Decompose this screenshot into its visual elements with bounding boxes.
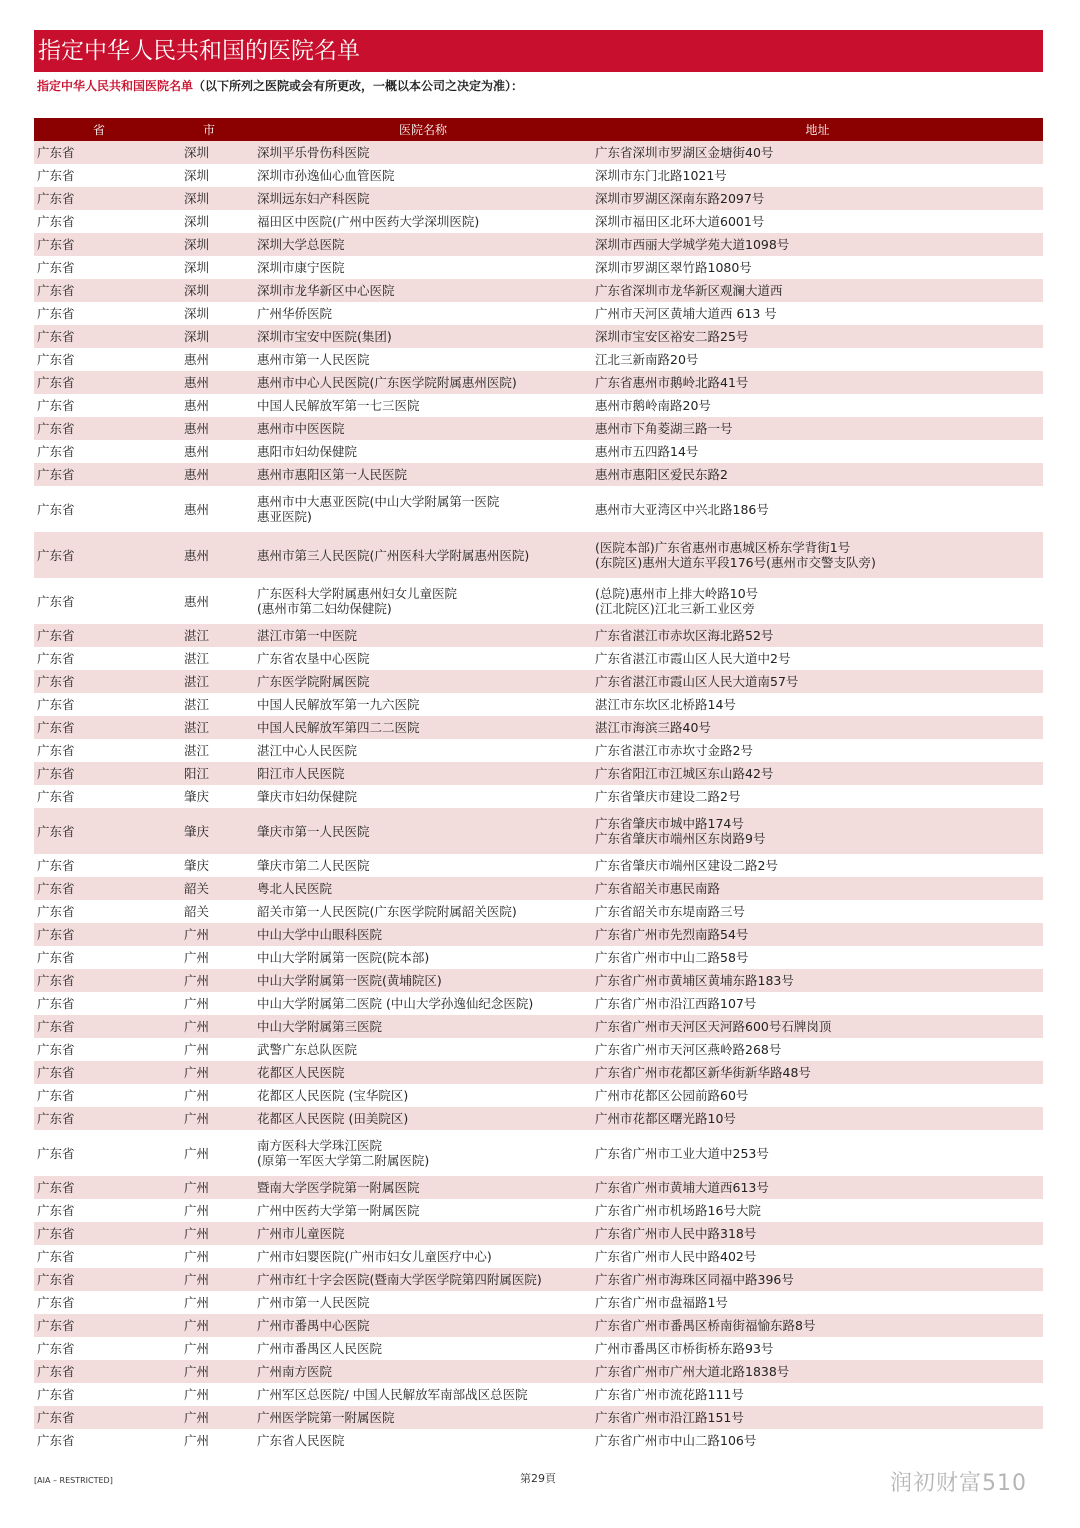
cell-address: 广东省湛江市赤坎寸金路2号 bbox=[595, 743, 753, 758]
table-row bbox=[34, 141, 1043, 164]
cell-province: 广东省 bbox=[34, 1107, 164, 1130]
cell-province: 广东省 bbox=[34, 716, 164, 739]
cell-address: 广东省广州市番禺区桥南街福愉东路8号 bbox=[592, 1314, 1043, 1337]
cell-hospital: 惠州市中心人民医院(广东医学院附属惠州医院) bbox=[254, 371, 592, 394]
cell-city: 广州 bbox=[184, 1088, 210, 1103]
table-row bbox=[34, 440, 1043, 463]
table-row bbox=[34, 1015, 1043, 1038]
table-row bbox=[34, 1038, 1043, 1061]
cell-address: 广州市番禺区市桥街桥东路93号 bbox=[595, 1341, 774, 1356]
table-row bbox=[34, 1222, 1043, 1245]
header-hospital: 医院名称 bbox=[254, 118, 592, 141]
cell-province: 广东省 bbox=[34, 1406, 164, 1429]
cell-city: 广州 bbox=[164, 1061, 254, 1084]
cell-city: 深圳 bbox=[164, 187, 254, 210]
cell-hospital: 惠州市第一人民医院 bbox=[257, 352, 370, 367]
cell-city: 广州 bbox=[164, 1360, 254, 1383]
cell-address: 广州市天河区黄埔大道西 613 号 bbox=[595, 306, 777, 321]
cell-hospital: 中国人民解放军第四二二医院 bbox=[254, 716, 592, 739]
cell-province: 广东省 bbox=[37, 444, 75, 459]
cell-city: 广州 bbox=[184, 1387, 210, 1402]
cell-hospital: 惠州市第三人民医院(广州医科大学附属惠州医院) bbox=[254, 532, 592, 578]
table-row bbox=[34, 348, 1043, 371]
cell-address: 广东省肇庆市建设二路2号 bbox=[595, 789, 741, 804]
cell-hospital: 中山大学附属第二医院 (中山大学孙逸仙纪念医院) bbox=[257, 996, 534, 1011]
cell-province: 广东省 bbox=[34, 325, 164, 348]
cell-province: 广东省 bbox=[37, 168, 75, 183]
cell-address: 广东省广州市黄埔大道西613号 bbox=[592, 1176, 1043, 1199]
table-row bbox=[34, 325, 1043, 348]
table-row bbox=[34, 670, 1043, 693]
cell-hospital: 花都区人民医院 (宝华院区) bbox=[257, 1088, 409, 1103]
cell-province: 广东省 bbox=[34, 233, 164, 256]
cell-city: 广州 bbox=[184, 1203, 210, 1218]
cell-province: 广东省 bbox=[37, 858, 75, 873]
cell-hospital: 中国人民解放军第一七三医院 bbox=[257, 398, 420, 413]
cell-hospital: 深圳远东妇产科医院 bbox=[254, 187, 592, 210]
cell-province: 广东省 bbox=[37, 789, 75, 804]
cell-hospital: 广东省农垦中心医院 bbox=[257, 651, 370, 666]
table-row bbox=[34, 1199, 1043, 1222]
cell-address: 广东省广州市先烈南路54号 bbox=[592, 923, 1043, 946]
cell-hospital: 湛江中心人民医院 bbox=[257, 743, 358, 758]
cell-address: 广东省广州市中山二路106号 bbox=[595, 1433, 757, 1448]
cell-address: 惠州市大亚湾区中兴北路186号 bbox=[595, 501, 769, 517]
cell-hospital: 广州市第一人民医院 bbox=[257, 1295, 370, 1310]
table-row bbox=[34, 1084, 1043, 1107]
table-row bbox=[34, 969, 1043, 992]
page-number: 第29頁 bbox=[520, 1472, 556, 1485]
cell-hospital: 广州南方医院 bbox=[254, 1360, 592, 1383]
cell-address: 广东省广州市中山二路58号 bbox=[595, 950, 749, 965]
cell-address: 广东省惠州市鹅岭北路41号 bbox=[592, 371, 1043, 394]
cell-address: 广东省湛江市霞山区人民大道南57号 bbox=[592, 670, 1043, 693]
table-row bbox=[34, 785, 1043, 808]
table-row bbox=[34, 946, 1043, 969]
cell-province: 广东省 bbox=[37, 214, 75, 229]
cell-address: 广东省韶关市惠民南路 bbox=[592, 877, 1043, 900]
table-header bbox=[34, 118, 1043, 141]
cell-address: 湛江市海滨三路40号 bbox=[592, 716, 1043, 739]
cell-city: 湛江 bbox=[184, 651, 210, 666]
cell-city: 广州 bbox=[164, 969, 254, 992]
cell-address: 广东省广州市人民中路402号 bbox=[595, 1249, 757, 1264]
cell-city: 广州 bbox=[164, 1015, 254, 1038]
table-row bbox=[34, 164, 1043, 187]
cell-hospital: 南方医科大学珠江医院 (原第一军医大学第二附属医院) bbox=[257, 1138, 430, 1168]
table-row bbox=[34, 1061, 1043, 1084]
cell-address: 广东省湛江市赤坎区海北路52号 bbox=[592, 624, 1043, 647]
table-row bbox=[34, 1268, 1043, 1291]
cell-address: 广东省阳江市江城区东山路42号 bbox=[592, 762, 1043, 785]
cell-province: 广东省 bbox=[37, 1203, 75, 1218]
cell-province: 广东省 bbox=[37, 651, 75, 666]
table-row bbox=[34, 762, 1043, 785]
table-row bbox=[34, 486, 1043, 532]
cell-hospital: 暨南大学医学院第一附属医院 bbox=[254, 1176, 592, 1199]
cell-city: 肇庆 bbox=[184, 789, 210, 804]
cell-city: 湛江 bbox=[164, 670, 254, 693]
table-row bbox=[34, 1130, 1043, 1176]
cell-province: 广东省 bbox=[37, 593, 75, 609]
cell-hospital: 深圳市康宁医院 bbox=[257, 260, 345, 275]
cell-hospital: 湛江市第一中医院 bbox=[254, 624, 592, 647]
cell-hospital: 中山大学附属第一医院(黄埔院区) bbox=[254, 969, 592, 992]
cell-hospital: 花都区人民医院 (田美院区) bbox=[254, 1107, 592, 1130]
table-row bbox=[34, 854, 1043, 877]
cell-province: 广东省 bbox=[37, 743, 75, 758]
cell-province: 广东省 bbox=[37, 1295, 75, 1310]
table-row bbox=[34, 532, 1043, 578]
table-row bbox=[34, 624, 1043, 647]
table-row bbox=[34, 693, 1043, 716]
watermark-text: 润初财富510 bbox=[890, 1471, 1027, 1496]
header-address: 地址 bbox=[592, 118, 1043, 141]
cell-city: 肇庆 bbox=[184, 858, 210, 873]
cell-province: 广东省 bbox=[34, 762, 164, 785]
cell-province: 广东省 bbox=[37, 697, 75, 712]
cell-address: 广州市花都区曙光路10号 bbox=[592, 1107, 1043, 1130]
table-row bbox=[34, 256, 1043, 279]
table-row bbox=[34, 1360, 1043, 1383]
cell-address: 深圳市东门北路1021号 bbox=[595, 168, 727, 183]
table-row bbox=[34, 1176, 1043, 1199]
cell-hospital: 广州市番禺区人民医院 bbox=[257, 1341, 383, 1356]
cell-city: 广州 bbox=[184, 1341, 210, 1356]
cell-address: 惠州市惠阳区爱民东路2 bbox=[592, 463, 1043, 486]
cell-city: 韶关 bbox=[184, 904, 210, 919]
cell-city: 湛江 bbox=[184, 697, 210, 712]
cell-hospital: 惠州市中大惠亚医院(中山大学附属第一医院 惠亚医院) bbox=[257, 494, 500, 524]
cell-city: 广州 bbox=[164, 1107, 254, 1130]
cell-hospital: 惠州市中医医院 bbox=[254, 417, 592, 440]
table-row bbox=[34, 463, 1043, 486]
cell-city: 湛江 bbox=[184, 743, 210, 758]
cell-address: 江北三新南路20号 bbox=[595, 352, 699, 367]
cell-hospital: 广州医学院第一附属医院 bbox=[254, 1406, 592, 1429]
cell-address: 广东省广州市天河区天河路600号石牌岗顶 bbox=[592, 1015, 1043, 1038]
cell-address: 广东省韶关市东堤南路三号 bbox=[595, 904, 746, 919]
cell-province: 广东省 bbox=[34, 279, 164, 302]
table-row bbox=[34, 210, 1043, 233]
table-row bbox=[34, 302, 1043, 325]
cell-city: 惠州 bbox=[184, 398, 210, 413]
cell-city: 广州 bbox=[164, 1268, 254, 1291]
table-row bbox=[34, 647, 1043, 670]
cell-address: 深圳市宝安区裕安二路25号 bbox=[592, 325, 1043, 348]
cell-city: 广州 bbox=[184, 1145, 210, 1161]
table-row bbox=[34, 394, 1043, 417]
cell-hospital: 中山大学附属第一医院(院本部) bbox=[257, 950, 430, 965]
table-row bbox=[34, 877, 1043, 900]
subtitle bbox=[37, 77, 523, 94]
table-row bbox=[34, 1429, 1043, 1452]
cell-address: 深圳市西丽大学城学苑大道1098号 bbox=[592, 233, 1043, 256]
cell-hospital: 惠阳市妇幼保健院 bbox=[257, 444, 358, 459]
cell-address: 广东省广州市机场路16号大院 bbox=[595, 1203, 761, 1218]
cell-city: 惠州 bbox=[164, 532, 254, 578]
cell-city: 广州 bbox=[184, 1295, 210, 1310]
cell-province: 广东省 bbox=[37, 352, 75, 367]
cell-province: 广东省 bbox=[37, 260, 75, 275]
cell-address: 广东省广州市沿江路151号 bbox=[592, 1406, 1043, 1429]
cell-city: 深圳 bbox=[184, 306, 210, 321]
cell-province: 广东省 bbox=[37, 1249, 75, 1264]
cell-hospital: 广东省人民医院 bbox=[257, 1433, 345, 1448]
cell-hospital: 武警广东总队医院 bbox=[257, 1042, 358, 1057]
cell-hospital: 广东医科大学附属惠州妇女儿童医院 (惠州市第二妇幼保健院) bbox=[257, 586, 458, 616]
cell-address: 广东省广州市沿江西路107号 bbox=[595, 996, 757, 1011]
table-row bbox=[34, 371, 1043, 394]
cell-address: 广东省广州市工业大道中253号 bbox=[595, 1145, 769, 1161]
cell-city: 广州 bbox=[164, 1406, 254, 1429]
cell-province: 广东省 bbox=[34, 187, 164, 210]
table-row bbox=[34, 992, 1043, 1015]
cell-province: 广东省 bbox=[34, 1176, 164, 1199]
cell-hospital: 广州市红十字会医院(暨南大学医学院第四附属医院) bbox=[254, 1268, 592, 1291]
cell-city: 广州 bbox=[184, 950, 210, 965]
subtitle-note: （以下所列之医院或会有所更改，一概以本公司之决定为准）： bbox=[193, 79, 524, 93]
table-row bbox=[34, 279, 1043, 302]
table-row bbox=[34, 739, 1043, 762]
cell-hospital: 阳江市人民医院 bbox=[254, 762, 592, 785]
table-row bbox=[34, 187, 1043, 210]
table-row bbox=[34, 1314, 1043, 1337]
cell-hospital: 广州市儿童医院 bbox=[254, 1222, 592, 1245]
table-row bbox=[34, 233, 1043, 256]
cell-city: 惠州 bbox=[184, 352, 210, 367]
table-row bbox=[34, 1291, 1043, 1314]
cell-city: 广州 bbox=[164, 1314, 254, 1337]
cell-address: 深圳市福田区北环大道6001号 bbox=[595, 214, 765, 229]
cell-hospital: 广州市妇婴医院(广州市妇女儿童医疗中心) bbox=[257, 1249, 492, 1264]
cell-province: 广东省 bbox=[37, 398, 75, 413]
cell-hospital: 广州中医药大学第一附属医院 bbox=[257, 1203, 420, 1218]
cell-city: 广州 bbox=[184, 1042, 210, 1057]
cell-province: 广东省 bbox=[34, 417, 164, 440]
cell-address: 湛江市东坎区北桥路14号 bbox=[595, 697, 736, 712]
header-city: 市 bbox=[164, 118, 254, 141]
cell-province: 广东省 bbox=[34, 969, 164, 992]
cell-hospital: 韶关市第一人民医院(广东医学院附属韶关医院) bbox=[257, 904, 517, 919]
table-row bbox=[34, 808, 1043, 854]
cell-city: 深圳 bbox=[184, 168, 210, 183]
table-row bbox=[34, 1107, 1043, 1130]
cell-city: 深圳 bbox=[164, 141, 254, 164]
cell-province: 广东省 bbox=[37, 1145, 75, 1161]
cell-hospital: 广州军区总医院/ 中国人民解放军南部战区总医院 bbox=[257, 1387, 528, 1402]
table-row bbox=[34, 1406, 1043, 1429]
cell-address: 广东省广州市海珠区同福中路396号 bbox=[592, 1268, 1043, 1291]
cell-province: 广东省 bbox=[34, 808, 164, 854]
cell-address: 深圳市罗湖区翠竹路1080号 bbox=[595, 260, 752, 275]
cell-city: 深圳 bbox=[184, 260, 210, 275]
cell-address: 惠州市下角菱湖三路一号 bbox=[592, 417, 1043, 440]
table-row bbox=[34, 1337, 1043, 1360]
cell-hospital: 花都区人民医院 bbox=[254, 1061, 592, 1084]
cell-province: 广东省 bbox=[34, 1314, 164, 1337]
cell-address: 广东省湛江市霞山区人民大道中2号 bbox=[595, 651, 791, 666]
cell-hospital: 广州华侨医院 bbox=[257, 306, 333, 321]
cell-address: 广东省广州市人民中路318号 bbox=[592, 1222, 1043, 1245]
cell-province: 广东省 bbox=[34, 371, 164, 394]
cell-province: 广东省 bbox=[34, 532, 164, 578]
cell-city: 惠州 bbox=[164, 417, 254, 440]
cell-city: 广州 bbox=[184, 1433, 210, 1448]
cell-address: 广东省广州市广州大道北路1838号 bbox=[592, 1360, 1043, 1383]
cell-city: 韶关 bbox=[164, 877, 254, 900]
cell-address: (总院)惠州市上排大岭路10号 (江北院区)江北三新工业区旁 bbox=[595, 586, 759, 616]
cell-hospital: 肇庆市第二人民医院 bbox=[257, 858, 370, 873]
cell-province: 广东省 bbox=[34, 1061, 164, 1084]
cell-city: 湛江 bbox=[164, 624, 254, 647]
cell-hospital: 肇庆市第一人民医院 bbox=[254, 808, 592, 854]
cell-province: 广东省 bbox=[37, 1387, 75, 1402]
cell-hospital: 深圳平乐骨伤科医院 bbox=[254, 141, 592, 164]
cell-province: 广东省 bbox=[37, 1433, 75, 1448]
classification-label: [AIA – RESTRICTED] bbox=[34, 1476, 113, 1485]
cell-address: 广东省深圳市罗湖区金塘街40号 bbox=[592, 141, 1043, 164]
page-title: 指定中华人民共和国的医院名单 bbox=[34, 30, 1043, 72]
cell-address: 广东省广州市流花路111号 bbox=[595, 1387, 744, 1402]
cell-address: 惠州市鹅岭南路20号 bbox=[595, 398, 711, 413]
cell-city: 深圳 bbox=[184, 214, 210, 229]
cell-hospital: 粤北人民医院 bbox=[254, 877, 592, 900]
table-row bbox=[34, 923, 1043, 946]
cell-hospital: 中国人民解放军第一九六医院 bbox=[257, 697, 420, 712]
cell-hospital: 中山大学附属第三医院 bbox=[254, 1015, 592, 1038]
cell-province: 广东省 bbox=[37, 904, 75, 919]
cell-city: 广州 bbox=[164, 1222, 254, 1245]
cell-city: 深圳 bbox=[164, 279, 254, 302]
cell-hospital: 深圳市孙逸仙心血管医院 bbox=[257, 168, 395, 183]
cell-city: 深圳 bbox=[164, 325, 254, 348]
cell-address: 惠州市五四路14号 bbox=[595, 444, 699, 459]
cell-hospital: 中山大学中山眼科医院 bbox=[254, 923, 592, 946]
hospital-table bbox=[34, 118, 1043, 1452]
cell-hospital: 广东医学院附属医院 bbox=[254, 670, 592, 693]
table-row bbox=[34, 578, 1043, 624]
cell-address: 广东省肇庆市城中路174号 广东省肇庆市端州区东岗路9号 bbox=[592, 808, 1043, 854]
cell-city: 惠州 bbox=[184, 593, 210, 609]
cell-province: 广东省 bbox=[34, 877, 164, 900]
cell-city: 深圳 bbox=[164, 233, 254, 256]
cell-province: 广东省 bbox=[34, 1222, 164, 1245]
cell-province: 广东省 bbox=[34, 1360, 164, 1383]
cell-province: 广东省 bbox=[37, 306, 75, 321]
cell-hospital: 深圳市宝安中医院(集团) bbox=[254, 325, 592, 348]
cell-address: 广东省广州市黄埔区黄埔东路183号 bbox=[592, 969, 1043, 992]
cell-province: 广东省 bbox=[37, 996, 75, 1011]
cell-address: 深圳市罗湖区深南东路2097号 bbox=[592, 187, 1043, 210]
cell-city: 惠州 bbox=[164, 463, 254, 486]
cell-address: 广州市花都区公园前路60号 bbox=[595, 1088, 749, 1103]
cell-city: 惠州 bbox=[184, 444, 210, 459]
cell-province: 广东省 bbox=[34, 923, 164, 946]
cell-city: 阳江 bbox=[164, 762, 254, 785]
cell-city: 惠州 bbox=[164, 371, 254, 394]
cell-address: (医院本部)广东省惠州市惠城区桥东学背街1号 (东院区)惠州大道东平段176号(惠州市交警支队旁) bbox=[592, 532, 1043, 578]
cell-province: 广东省 bbox=[37, 501, 75, 517]
cell-city: 广州 bbox=[164, 1176, 254, 1199]
cell-hospital: 惠州市惠阳区第一人民医院 bbox=[254, 463, 592, 486]
cell-province: 广东省 bbox=[37, 1042, 75, 1057]
cell-province: 广东省 bbox=[34, 141, 164, 164]
cell-province: 广东省 bbox=[34, 463, 164, 486]
cell-address: 广东省广州市盘福路1号 bbox=[595, 1295, 728, 1310]
cell-city: 湛江 bbox=[164, 716, 254, 739]
cell-city: 肇庆 bbox=[164, 808, 254, 854]
cell-hospital: 广州市番禺中心医院 bbox=[254, 1314, 592, 1337]
cell-province: 广东省 bbox=[37, 1341, 75, 1356]
table-row bbox=[34, 417, 1043, 440]
cell-province: 广东省 bbox=[34, 1268, 164, 1291]
cell-province: 广东省 bbox=[37, 950, 75, 965]
cell-address: 广东省肇庆市端州区建设二路2号 bbox=[595, 858, 778, 873]
table-row bbox=[34, 1245, 1043, 1268]
cell-province: 广东省 bbox=[34, 1015, 164, 1038]
cell-province: 广东省 bbox=[37, 1088, 75, 1103]
subtitle-highlight: 指定中华人民共和国医院名单 bbox=[37, 79, 194, 93]
cell-hospital: 福田区中医院(广州中医药大学深圳医院) bbox=[257, 214, 480, 229]
cell-address: 广东省广州市天河区燕岭路268号 bbox=[595, 1042, 782, 1057]
cell-hospital: 深圳大学总医院 bbox=[254, 233, 592, 256]
table-row bbox=[34, 1383, 1043, 1406]
table-row bbox=[34, 900, 1043, 923]
cell-city: 广州 bbox=[184, 996, 210, 1011]
cell-hospital: 肇庆市妇幼保健院 bbox=[257, 789, 358, 804]
cell-city: 广州 bbox=[184, 1249, 210, 1264]
cell-hospital: 深圳市龙华新区中心医院 bbox=[254, 279, 592, 302]
header-province: 省 bbox=[34, 118, 164, 141]
cell-province: 广东省 bbox=[34, 670, 164, 693]
cell-address: 广东省深圳市龙华新区观澜大道西 bbox=[592, 279, 1043, 302]
table-row bbox=[34, 716, 1043, 739]
cell-city: 广州 bbox=[164, 923, 254, 946]
cell-province: 广东省 bbox=[34, 624, 164, 647]
cell-city: 惠州 bbox=[184, 501, 210, 517]
cell-address: 广东省广州市花都区新华街新华路48号 bbox=[592, 1061, 1043, 1084]
table-body bbox=[34, 141, 1043, 1452]
